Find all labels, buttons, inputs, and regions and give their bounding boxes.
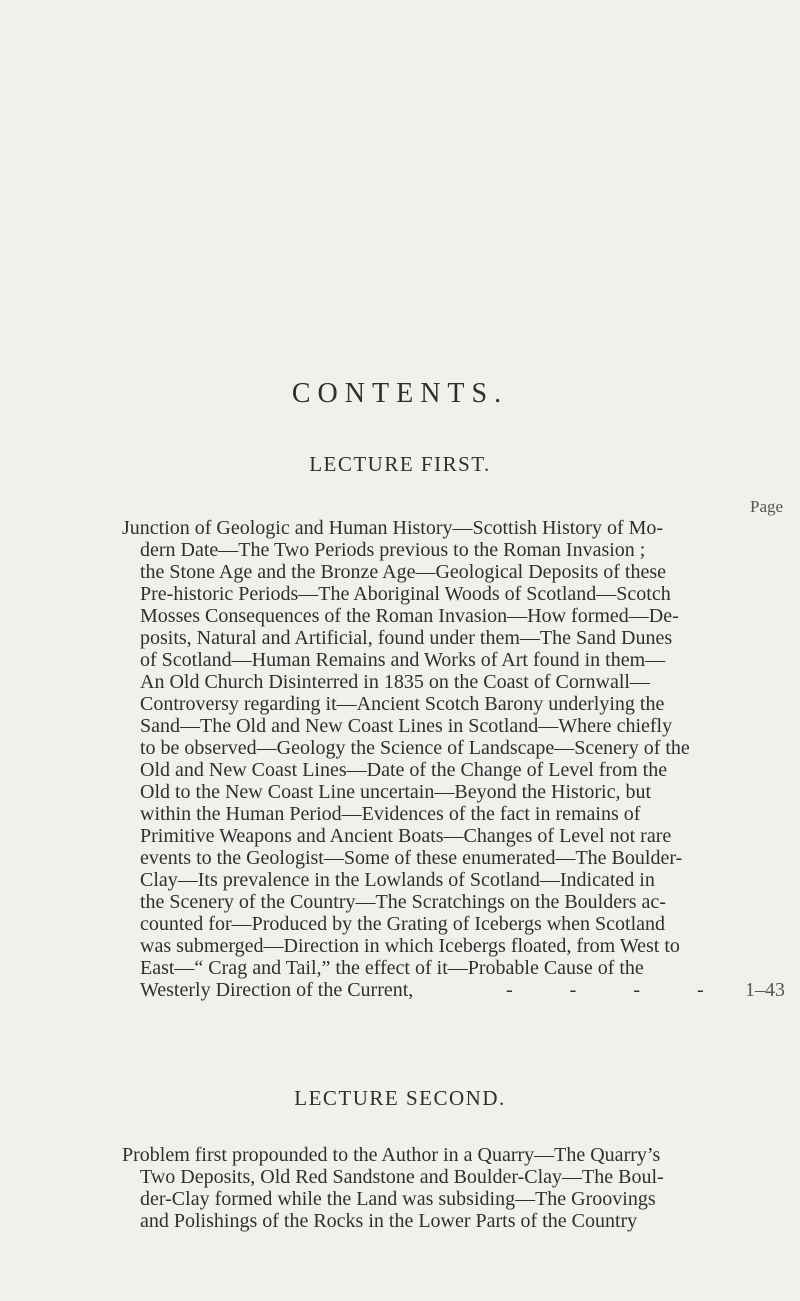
summary-line: Westerly Direction of the Current, xyxy=(140,979,414,1001)
lecture-heading-second: LECTURE SECOND. xyxy=(294,1086,506,1110)
lecture-heading-first: LECTURE FIRST. xyxy=(309,452,491,476)
summary-line: Primitive Weapons and Ancient Boats—Changes of Level not rare xyxy=(140,825,672,847)
summary-line: Pre-historic Periods—The Aboriginal Woods of Scotland—Scotch xyxy=(140,583,671,605)
page-column-label: Page xyxy=(750,497,784,516)
summary-line: Old to the New Coast Line uncertain—Beyond the Historic, but xyxy=(140,781,652,803)
summary-line: was submerged—Direction in which Icebergs floated, from West to xyxy=(140,935,680,957)
summary-line: der-Clay formed while the Land was subsiding—The Groovings xyxy=(140,1188,656,1210)
summary-line: Controversy regarding it—Ancient Scotch Barony underlying the xyxy=(140,693,665,715)
summary-line: Junction of Geologic and Human History—Scottish History of Mo- xyxy=(122,517,664,539)
summary-line: and Polishings of the Rocks in the Lower Parts of the Country xyxy=(140,1210,638,1232)
summary-line: within the Human Period—Evidences of the fact in remains of xyxy=(140,803,641,825)
summary-line: Sand—The Old and New Coast Lines in Scotland—Where chiefly xyxy=(140,715,673,737)
dot-leader: - - - - xyxy=(506,979,730,1001)
summary-line: Problem first propounded to the Author in a Quarry—The Quarry’s xyxy=(122,1144,661,1166)
summary-line: of Scotland—Human Remains and Works of Art found in them— xyxy=(140,649,666,671)
summary-line: the Stone Age and the Bronze Age—Geological Deposits of these xyxy=(140,561,666,583)
summary-line: to be observed—Geology the Science of Landscape—Scenery of the xyxy=(140,737,690,759)
summary-line: An Old Church Disinterred in 1835 on the Coast of Cornwall— xyxy=(140,671,650,693)
summary-line: Old and New Coast Lines—Date of the Change of Level from the xyxy=(140,759,668,781)
summary-line: posits, Natural and Artificial, found under them—The Sand Dunes xyxy=(140,627,673,649)
summary-line: East—“ Crag and Tail,” the effect of it—Probable Cause of the xyxy=(140,957,644,979)
page-reference: 1–43 xyxy=(745,979,785,1001)
summary-line: Mosses Consequences of the Roman Invasion—How formed—De- xyxy=(140,605,679,627)
summary-line: events to the Geologist—Some of these enumerated—The Boulder- xyxy=(140,847,683,869)
summary-line: counted for—Produced by the Grating of Icebergs when Scotland xyxy=(140,913,666,935)
summary-line: Two Deposits, Old Red Sandstone and Boulder-Clay—The Boul- xyxy=(140,1166,664,1188)
summary-line: Clay—Its prevalence in the Lowlands of Scotland—Indicated in xyxy=(140,869,655,891)
page-title: CONTENTS. xyxy=(291,378,509,409)
summary-line: the Scenery of the Country—The Scratchings on the Boulders ac- xyxy=(140,891,666,913)
summary-line: dern Date—The Two Periods previous to the Roman Invasion ; xyxy=(140,539,646,561)
